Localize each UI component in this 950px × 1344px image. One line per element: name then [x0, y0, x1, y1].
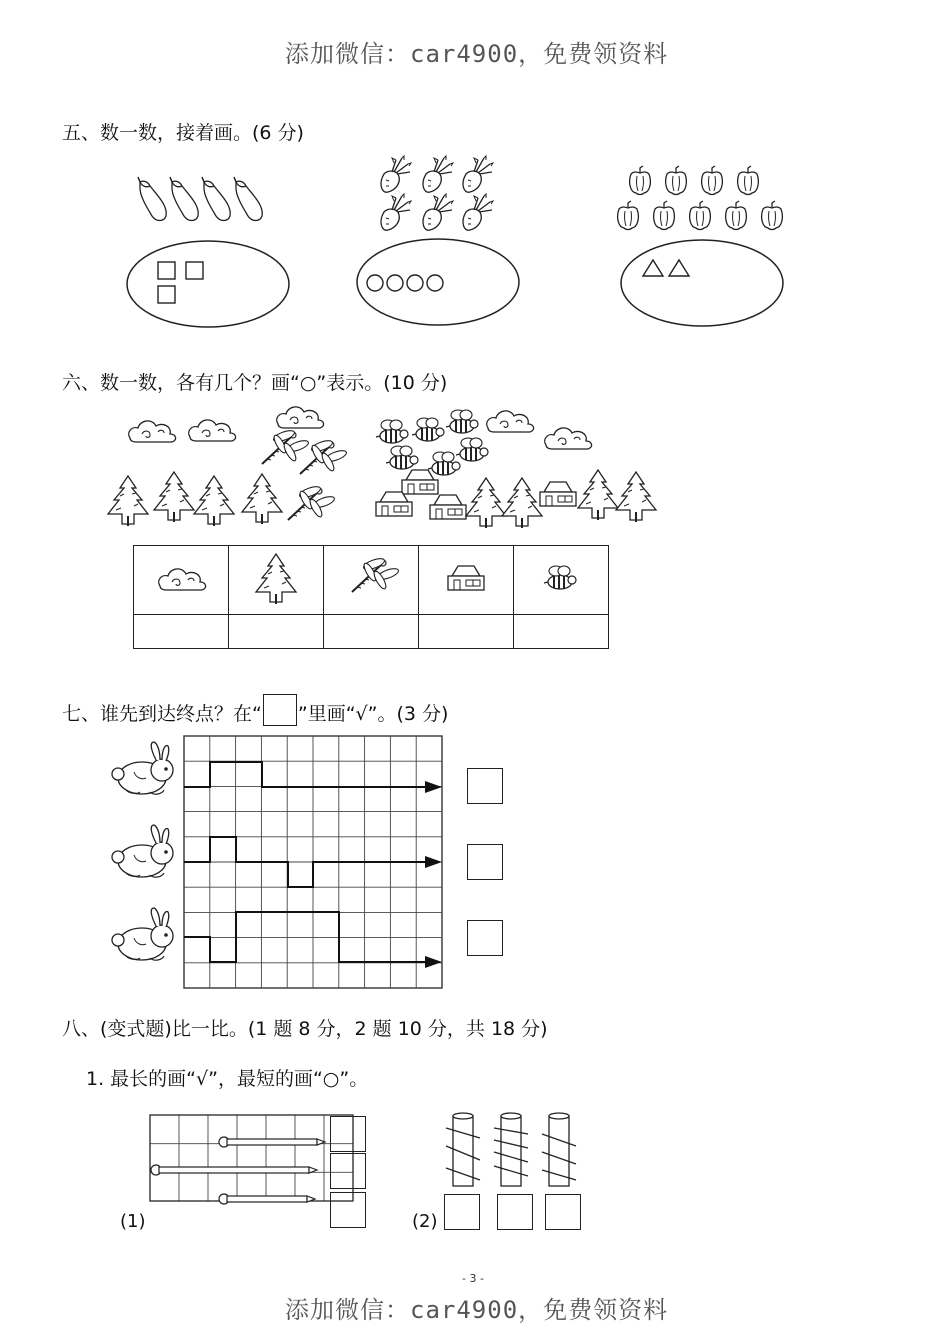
- watermark-top: 添加微信：car4900，免费领资料: [285, 40, 669, 68]
- page-number: - 3 -: [462, 1272, 484, 1285]
- q7-title-pre: 七、谁先到达终点？在“: [62, 703, 262, 725]
- answer-box-pencil-1[interactable]: [330, 1116, 366, 1152]
- q6-title: 六、数一数，各有几个？画“○”表示。(10 分): [62, 372, 448, 394]
- watermark-bottom: 添加微信：car4900，免费领资料: [285, 1296, 669, 1324]
- answer-box-rope-3[interactable]: [545, 1194, 581, 1230]
- post-rope-icon: [446, 1113, 576, 1186]
- q8-label-1: (1): [120, 1211, 146, 1232]
- answer-box-pencil-3[interactable]: [330, 1192, 366, 1228]
- q7-title-post: ”里画“√”。(3 分): [297, 703, 449, 725]
- pencil-icon: [151, 1137, 325, 1204]
- answer-box-rope-1[interactable]: [444, 1194, 480, 1230]
- q8-label-2: (2): [412, 1211, 438, 1232]
- q8-title: 八、(变式题)比一比。(1 题 8 分，2 题 10 分，共 18 分): [62, 1018, 548, 1040]
- answer-box-pencil-2[interactable]: [330, 1153, 366, 1189]
- q8-sub1: 1. 最长的画“√”，最短的画“○”。: [86, 1068, 369, 1090]
- answer-box-rope-2[interactable]: [497, 1194, 533, 1230]
- q5-title: 五、数一数，接着画。(6 分): [62, 122, 304, 144]
